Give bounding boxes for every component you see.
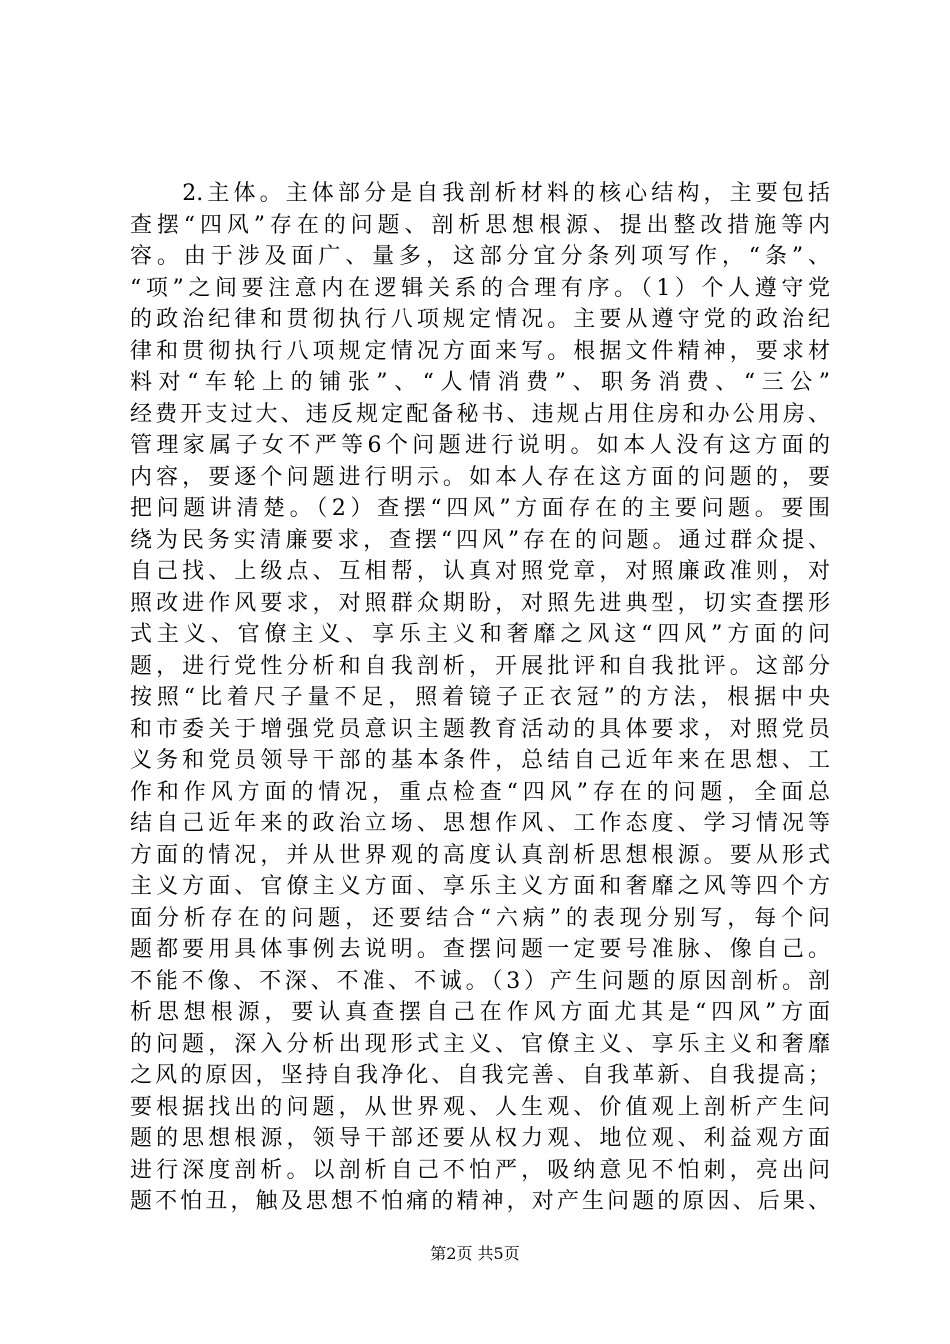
text-line: 管理家属子女不严等6个问题进行说明。如本人没有这方面的 bbox=[130, 433, 830, 458]
text-line: 析思想根源，要认真查摆自己在作风方面尤其是“四风”方面 bbox=[130, 1000, 830, 1025]
text-line: 按照“比着尺子量不足，照着镜子正衣冠”的方法，根据中央 bbox=[130, 685, 830, 710]
text-line: 绕为民务实清廉要求，查摆“四风”存在的问题。通过群众提、 bbox=[130, 527, 830, 553]
text-line: 不能不像、不深、不准、不诚。（3）产生问题的原因剖析。剖 bbox=[130, 968, 830, 994]
text-line: 题不怕丑，触及思想不怕痛的精神，对产生问题的原因、后果、 bbox=[130, 1189, 830, 1214]
text-line: 2.主体。主体部分是自我剖析材料的核心结构，主要包括 bbox=[130, 181, 830, 206]
text-line: 之风的原因，坚持自我净化、自我完善、自我革新、自我提高； bbox=[130, 1063, 830, 1088]
page-footer bbox=[0, 1244, 950, 1264]
text-line: 经费开支过大、违反规定配备秘书、违规占用住房和办公用房、 bbox=[130, 401, 830, 427]
text-line: 把问题讲清楚。（2）查摆“四风”方面存在的主要问题。要围 bbox=[130, 496, 830, 521]
text-line: 容。由于涉及面广、量多，这部分宜分条列项写作，“条”、 bbox=[130, 244, 830, 269]
text-line: 题的思想根源，领导干部还要从权力观、地位观、利益观方面 bbox=[130, 1126, 830, 1151]
text-line: 要根据找出的问题，从世界观、人生观、价值观上剖析产生问 bbox=[130, 1094, 830, 1120]
text-line: 自己找、上级点、互相帮，认真对照党章，对照廉政准则，对 bbox=[130, 559, 830, 584]
text-line: 查摆“四风”存在的问题、剖析思想根源、提出整改措施等内 bbox=[130, 212, 830, 238]
text-line: 的政治纪律和贯彻执行八项规定情况。主要从遵守党的政治纪 bbox=[130, 307, 830, 332]
text-line: 照改进作风要求，对照群众期盼，对照先进典型，切实查摆形 bbox=[130, 590, 830, 616]
text-line: 进行深度剖析。以剖析自己不怕严，吸纳意见不怕刺，亮出问 bbox=[130, 1157, 830, 1183]
text-line: 主义方面、官僚主义方面、享乐主义方面和奢靡之风等四个方 bbox=[130, 874, 830, 899]
text-line: 内容，要逐个问题进行明示。如本人存在这方面的问题的，要 bbox=[130, 464, 830, 490]
text-line: 方面的情况，并从世界观的高度认真剖析思想根源。要从形式 bbox=[130, 842, 830, 868]
text-line: 义务和党员领导干部的基本条件，总结自己近年来在思想、工 bbox=[130, 748, 830, 773]
text-line: 作和作风方面的情况，重点检查“四风”存在的问题，全面总 bbox=[130, 779, 830, 805]
text-line: 料对“车轮上的铺张”、“人情消费”、职务消费、“三公” bbox=[130, 370, 830, 395]
text-line: 结自己近年来的政治立场、思想作风、工作态度、学习情况等 bbox=[130, 811, 830, 836]
page-number-label: 第2页 共5页 bbox=[430, 1244, 520, 1263]
text-line: 的问题，深入分析出现形式主义、官僚主义、享乐主义和奢靡 bbox=[130, 1031, 830, 1057]
text-line: 题都要用具体事例去说明。查摆问题一定要号准脉、像自己。 bbox=[130, 937, 830, 962]
text-line: 和市委关于增强党员意识主题教育活动的具体要求，对照党员 bbox=[130, 716, 830, 742]
text-line: 式主义、官僚主义、享乐主义和奢靡之风这“四风”方面的问 bbox=[130, 622, 830, 647]
body-paragraph bbox=[130, 178, 830, 1218]
text-line: 面分析存在的问题，还要结合“六病”的表现分别写，每个问 bbox=[130, 905, 830, 931]
text-line: “项”之间要注意内在逻辑关系的合理有序。（1）个人遵守党 bbox=[130, 275, 830, 301]
text-line: 律和贯彻执行八项规定情况方面来写。根据文件精神，要求材 bbox=[130, 338, 830, 364]
text-line: 题，进行党性分析和自我剖析，开展批评和自我批评。这部分 bbox=[130, 653, 830, 679]
